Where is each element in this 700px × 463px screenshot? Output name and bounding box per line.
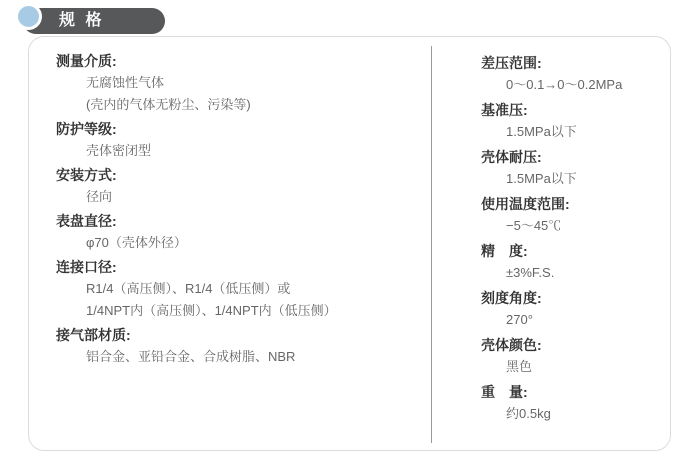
spec-label: 测量介质: xyxy=(56,53,117,69)
circle-bullet-icon xyxy=(15,3,42,30)
spec-value: 0～0.1→0～0.2MPa xyxy=(506,77,623,92)
spec-value: 无腐蚀性气体 xyxy=(86,75,165,90)
spec-item-diff-pressure-range xyxy=(481,52,666,96)
spec-label: 壳体耐压: xyxy=(481,149,542,165)
spec-item-case-pressure-resistance xyxy=(481,146,666,190)
spec-value: 壳体密闭型 xyxy=(86,143,152,158)
spec-value: ±3%F.S. xyxy=(506,265,555,280)
spec-item-measuring-medium xyxy=(56,50,428,116)
spec-label: 基准压: xyxy=(481,102,528,118)
section-title: 规 格 xyxy=(59,12,105,29)
spec-label: 精 度: xyxy=(481,243,528,259)
spec-value: −5～45℃ xyxy=(506,218,562,233)
spec-label: 壳体颜色: xyxy=(481,337,542,353)
spec-label: 表盘直径: xyxy=(56,213,117,229)
spec-label: 差压范围: xyxy=(481,55,542,71)
spec-value: 径向 xyxy=(86,189,113,204)
spec-label: 刻度角度: xyxy=(481,290,542,306)
spec-label: 使用温度范围: xyxy=(481,196,570,212)
spec-item-base-pressure xyxy=(481,99,666,143)
spec-item-connection-size xyxy=(56,256,428,322)
spec-value: φ70（壳体外径） xyxy=(86,235,187,250)
spec-label: 接气部材质: xyxy=(56,327,131,343)
spec-value: (壳内的气体无粉尘、污染等) xyxy=(86,97,251,112)
spec-item-weight xyxy=(481,381,666,425)
spec-column-left xyxy=(56,50,428,370)
section-banner xyxy=(23,8,165,34)
spec-item-scale-angle xyxy=(481,287,666,331)
spec-item-case-color xyxy=(481,334,666,378)
spec-item-wetted-material xyxy=(56,324,428,368)
spec-value: 1/4NPT内（高压侧）、1/4NPT内（低压侧） xyxy=(86,303,337,318)
spec-item-protection-class xyxy=(56,118,428,162)
spec-value: 1.5MPa以下 xyxy=(506,124,577,139)
spec-value: 270° xyxy=(506,312,533,327)
spec-value: 约0.5kg xyxy=(506,406,551,421)
spec-label: 安装方式: xyxy=(56,167,117,183)
spec-column-right xyxy=(481,52,666,428)
spec-item-operating-temperature xyxy=(481,193,666,237)
spec-value: 黑色 xyxy=(506,359,533,374)
spec-item-mounting xyxy=(56,164,428,208)
spec-value: 1.5MPa以下 xyxy=(506,171,577,186)
spec-item-accuracy xyxy=(481,240,666,284)
spec-label: 重 量: xyxy=(481,384,528,400)
spec-panel xyxy=(28,36,671,451)
spec-value: 铝合金、亚铅合金、合成树脂、NBR xyxy=(86,349,296,364)
spec-label: 防护等级: xyxy=(56,121,117,137)
spec-label: 连接口径: xyxy=(56,259,117,275)
column-divider xyxy=(431,46,432,443)
spec-item-dial-diameter xyxy=(56,210,428,254)
spec-value: R1/4（高压侧）、R1/4（低压侧）或 xyxy=(86,281,291,296)
